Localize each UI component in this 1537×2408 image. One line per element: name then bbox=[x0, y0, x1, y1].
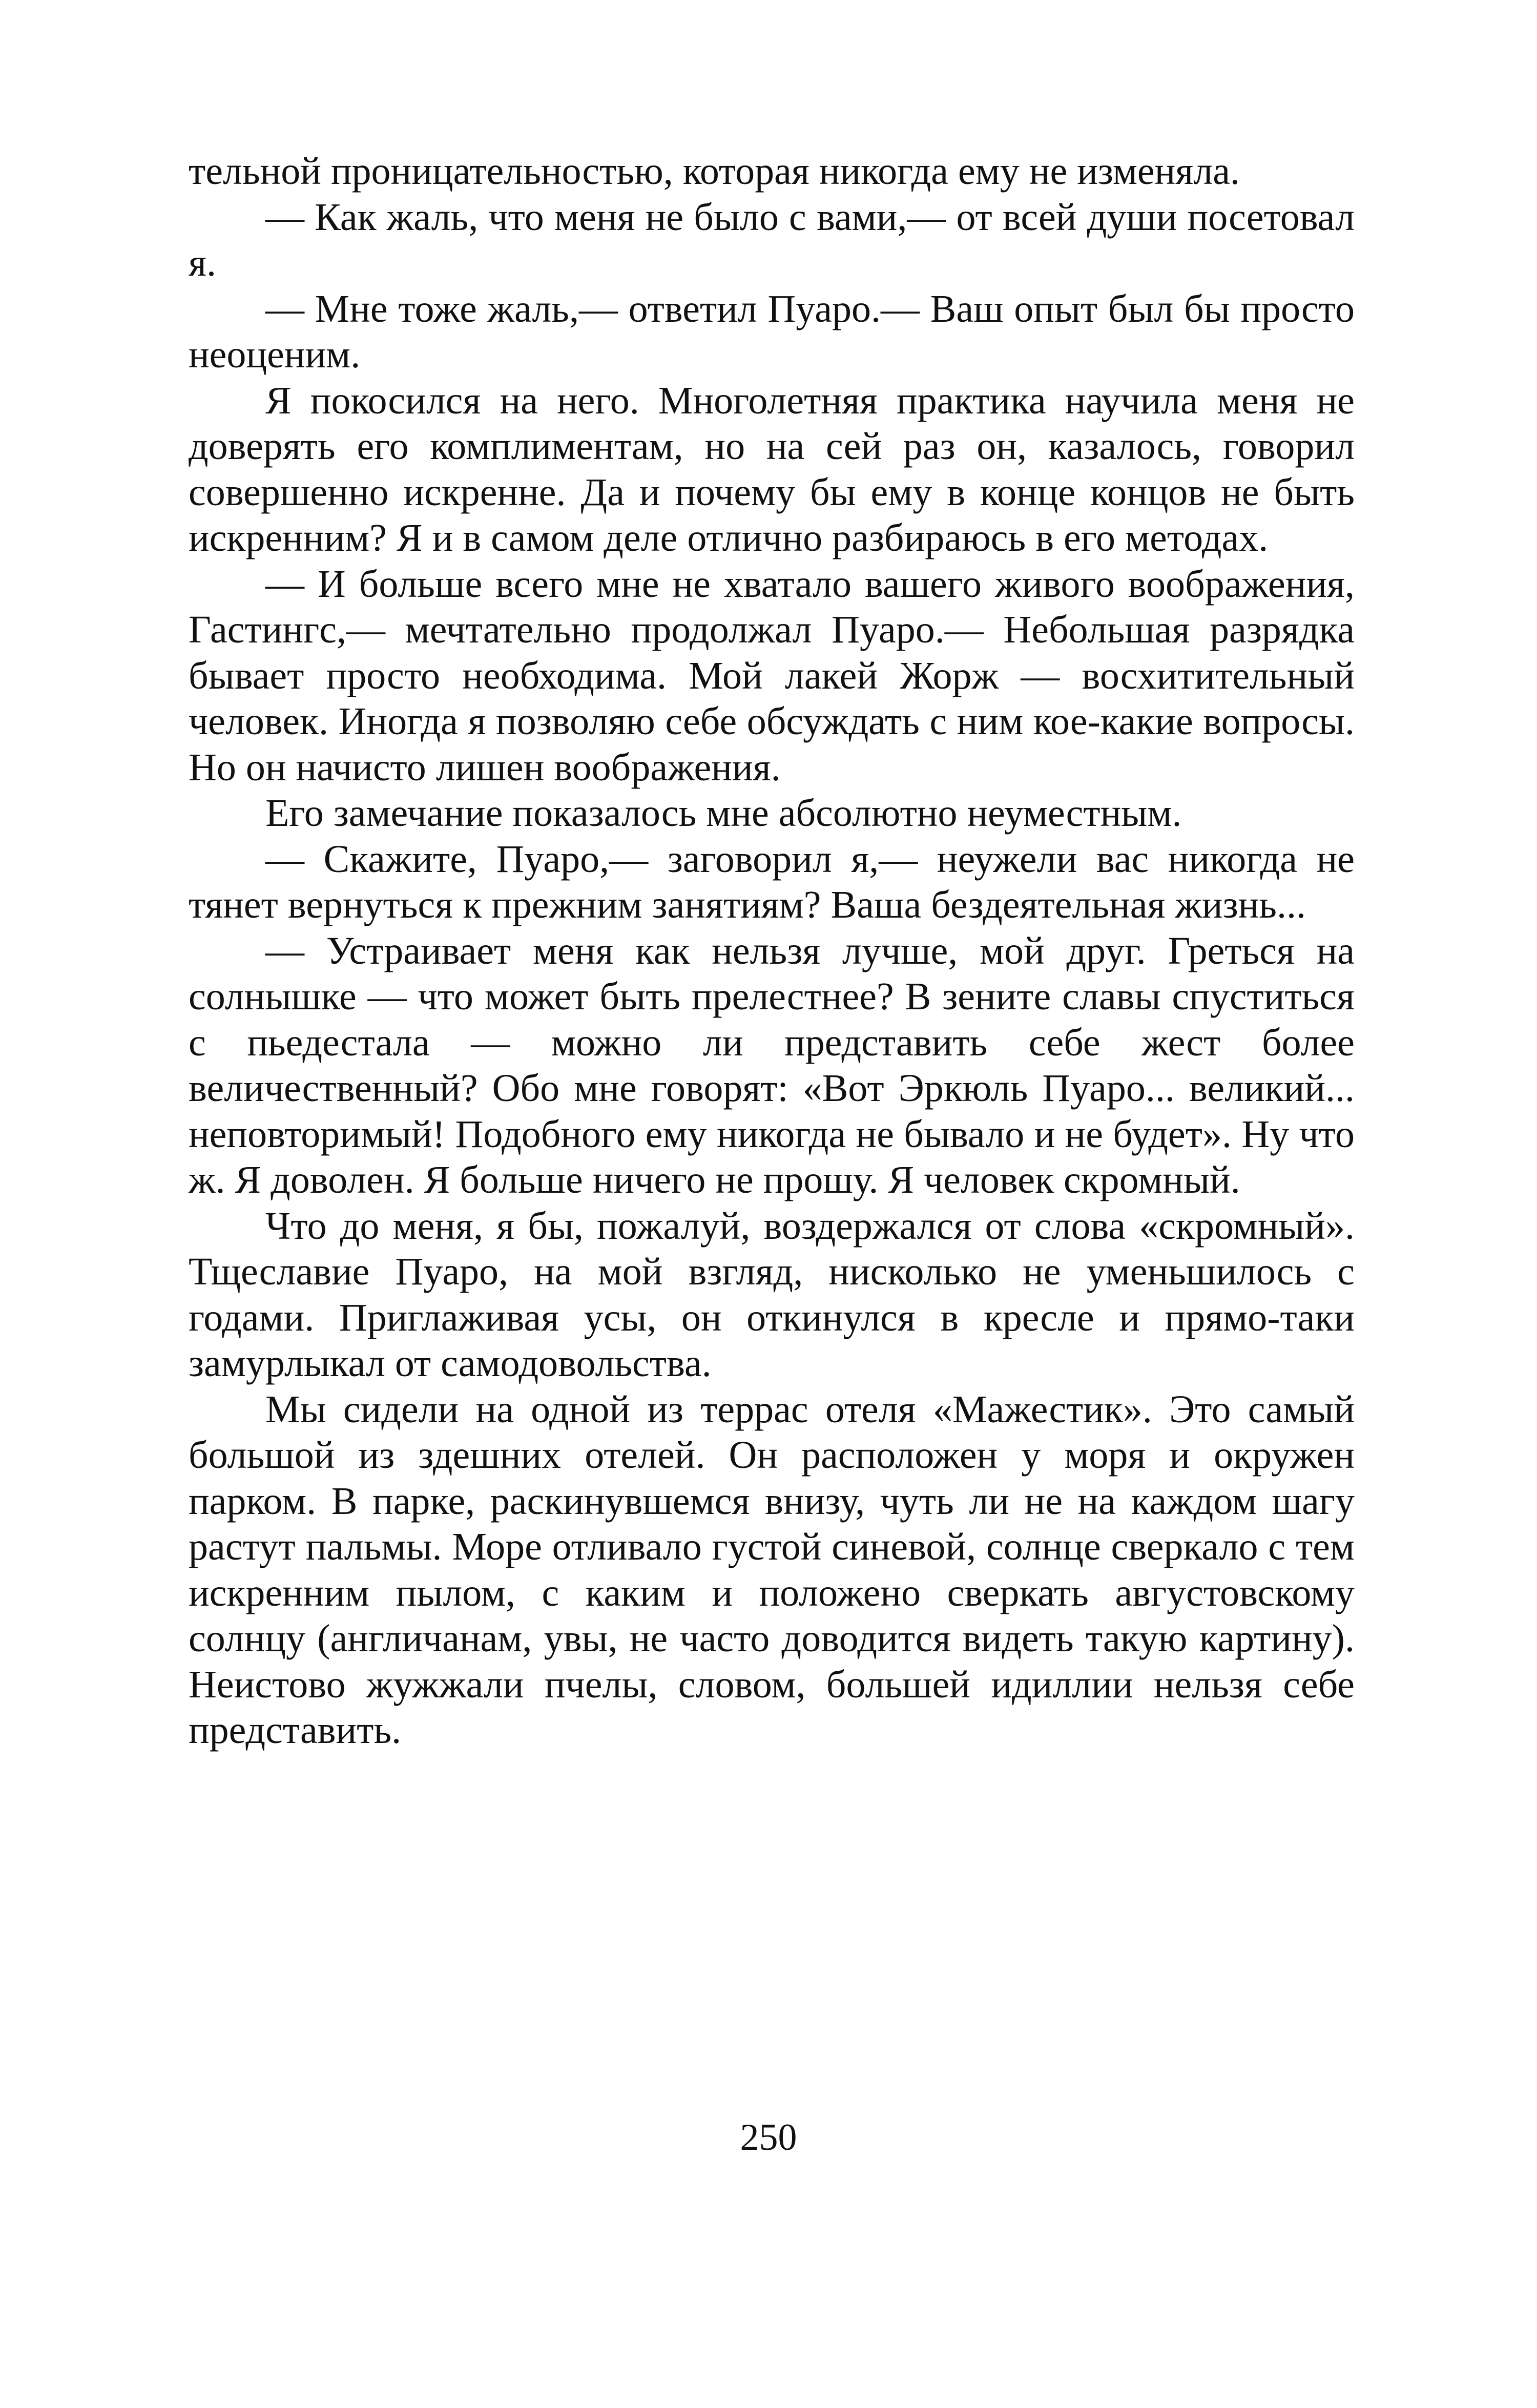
paragraph-8: — Устраивает меня как нельзя лучше, мой друг. Греться на солнышке — что может быть прелестнее? В зените славы спуститься с пьедестала — можно ли представить себе жест более величественный? Обо мне говорят: «Вот Эркюль Пуаро... великий... неповторимый! Подобного ему никогда не бывало и не будет». Ну что ж. Я доволен. Я больше ничего не прошу. Я человек скромный. bbox=[189, 929, 1355, 1201]
page-number: 250 bbox=[740, 2116, 797, 2158]
paragraph-5: — И больше всего мне не хватало вашего живого воображения, Гастингс,— мечтательно продолжал Пуаро.— Небольшая разрядка бывает просто необходима. Мой лакей Жорж — восхитительный человек. Иногда я позволяю себе обсуждать с ним кое-какие вопросы. Но он начисто лишен воображения. bbox=[189, 562, 1355, 789]
paragraph-10: Мы сидели на одной из террас отеля «Мажестик». Это самый большой из здешних отелей. Он расположен у моря и окружен парком. В парке, раскинувшемся внизу, чуть ли не на каждом шагу растут пальмы. Море отливало густой синевой, солнце сверкало с тем искренним пылом, с каким и положено сверкать августовскому солнцу (англичанам, увы, не часто доводится видеть такую картину). Неистово жужжали пчелы, словом, большей идиллии нельзя себе представить. bbox=[189, 1387, 1355, 1752]
paragraph-1: тельной проницательностью, которая никогда ему не изменяла. bbox=[189, 150, 1240, 193]
paragraph-7: — Скажите, Пуаро,— заговорил я,— неужели вас никогда не тянет вернуться к прежним занятиям? Ваша бездеятельная жизнь... bbox=[189, 837, 1355, 926]
paragraph-2: — Как жаль, что меня не было с вами,— от всей души посетовал я. bbox=[189, 195, 1355, 284]
paragraph-6: Его замечание показалось мне абсолютно неуместным. bbox=[265, 792, 1182, 835]
paragraph-3: — Мне тоже жаль,— ответил Пуаро.— Ваш опыт был бы просто неоценим. bbox=[189, 287, 1355, 376]
paragraph-9: Что до меня, я бы, пожалуй, воздержался от слова «скромный». Тщеславие Пуаро, на мой взгляд, нисколько не уменьшилось с годами. Приглаживая усы, он откинулся в кресле и прямо-таки замурлыкал от самодовольства. bbox=[189, 1204, 1355, 1385]
page-body-text bbox=[189, 149, 1355, 1754]
paragraph-4: Я покосился на него. Многолетняя практика научила меня не доверять его комплиментам, но на сей раз он, казалось, говорил совершенно искренне. Да и почему бы ему в конце концов не быть искренним? Я и в самом деле отлично разбираюсь в его методах. bbox=[189, 379, 1355, 559]
